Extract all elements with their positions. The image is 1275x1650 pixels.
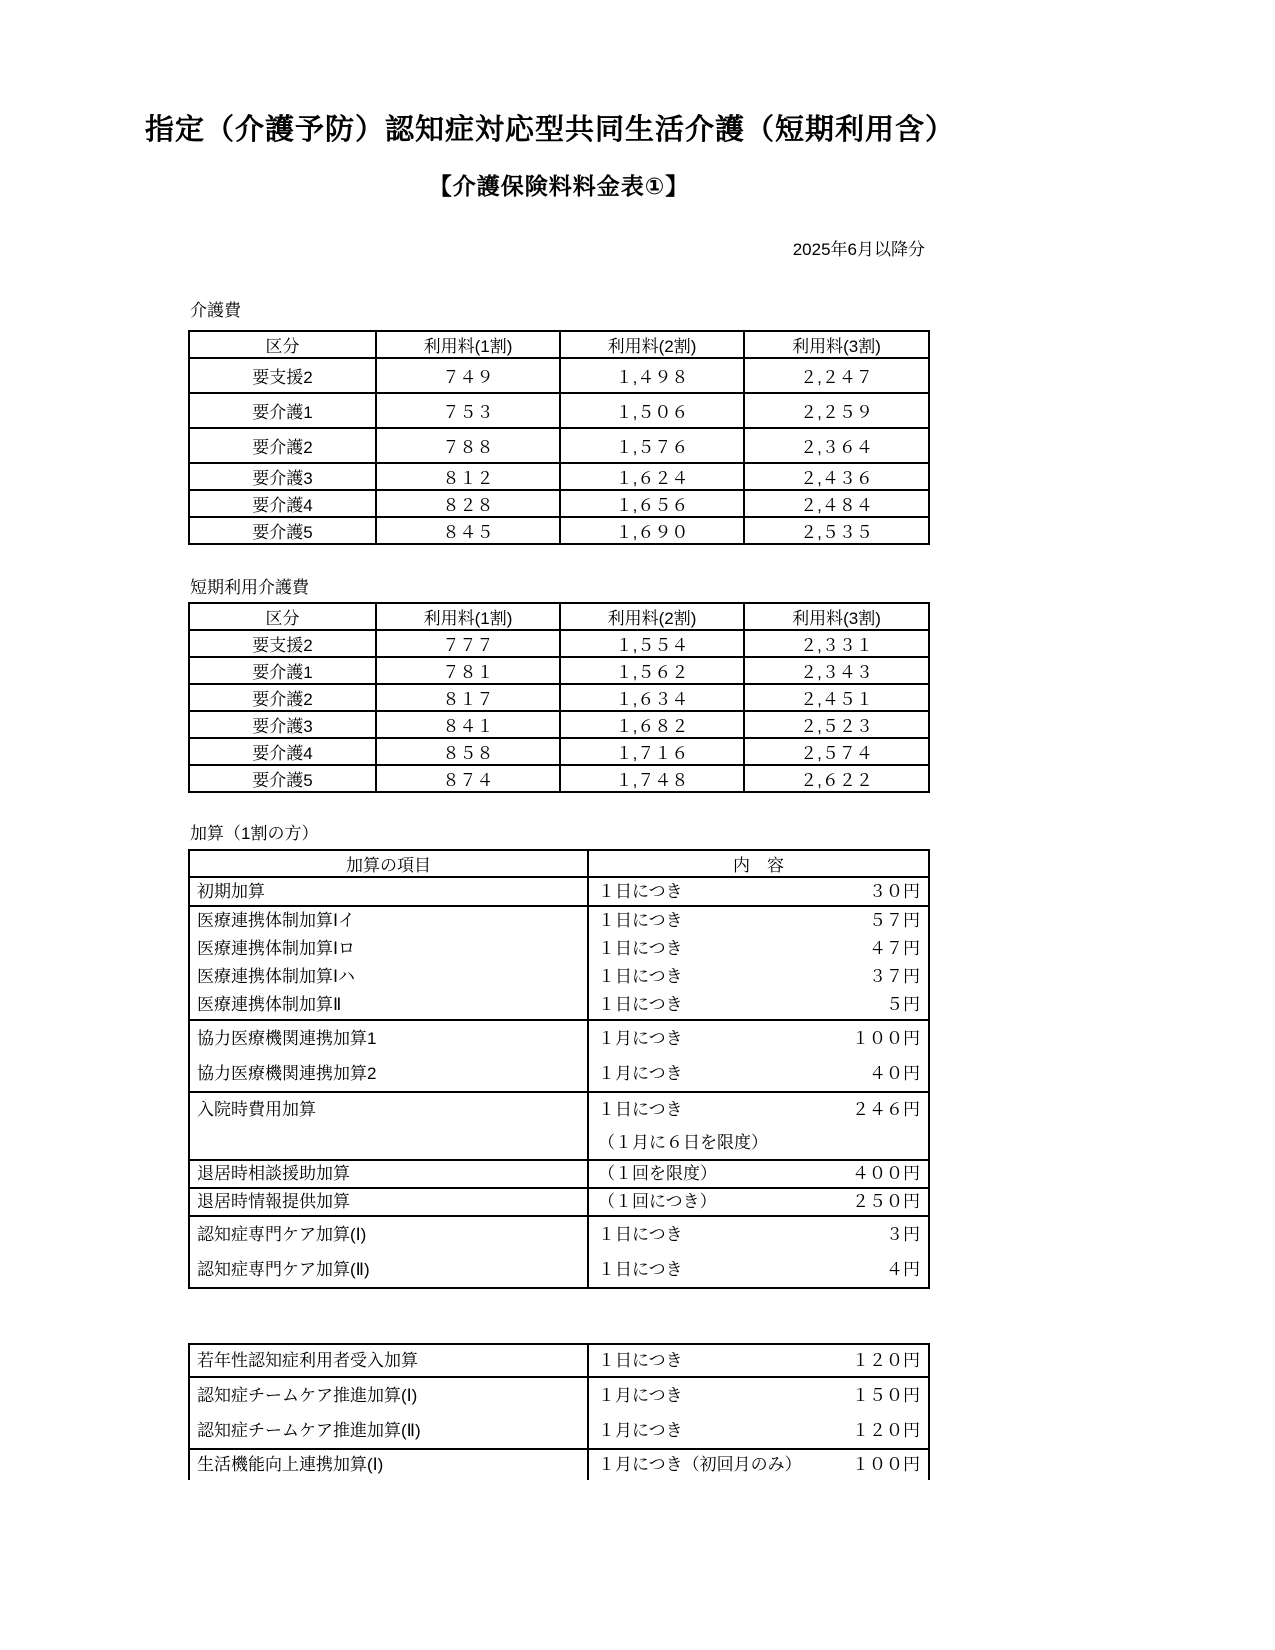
fee-cell: １,５５４ <box>560 630 744 657</box>
fee-cell: ２,４５１ <box>744 684 929 711</box>
fee-cell: ７５３ <box>376 393 560 428</box>
fee-cell: １,６３４ <box>560 684 744 711</box>
header-cell: 利用料(1割) <box>376 331 560 358</box>
item-name: 入院時費用加算 <box>197 1100 316 1119</box>
item-desc: １月につき <box>598 1386 683 1405</box>
fee-cell: １,５７６ <box>560 428 744 463</box>
fee-cell: ８１２ <box>376 463 560 490</box>
item-name: 初期加算 <box>197 882 265 901</box>
header-cell: 利用料(2割) <box>560 331 744 358</box>
table-header-row <box>189 603 929 630</box>
item-amount: ３円 <box>886 1225 920 1244</box>
table-row <box>189 657 929 684</box>
fee-cell: １,５６２ <box>560 657 744 684</box>
addition-table <box>188 849 930 1289</box>
item-name: 退居時相談援助加算 <box>197 1164 350 1183</box>
addition-section-label: 加算（1割の方） <box>190 824 319 843</box>
category-cell: 要介護4 <box>189 490 376 517</box>
fee-cell: １,６５６ <box>560 490 744 517</box>
item-desc: １日につき <box>598 1100 683 1119</box>
header-cell: 加算の項目 <box>189 850 588 877</box>
short-term-fee-table <box>188 602 930 793</box>
item-desc: １日につき <box>598 1260 683 1279</box>
item-amount: ４０円 <box>869 1064 920 1083</box>
item-name: 若年性認知症利用者受入加算 <box>197 1351 418 1370</box>
short-term-section-label: 短期利用介護費 <box>190 578 309 597</box>
table-row <box>189 684 929 711</box>
item-name: 認知症専門ケア加算(Ⅰ) <box>197 1225 367 1244</box>
category-cell: 要介護5 <box>189 517 376 544</box>
item-desc: １日につき <box>598 911 683 930</box>
item-name: 認知症チームケア推進加算(Ⅰ) <box>197 1386 418 1405</box>
item-amount: ２４６円 <box>852 1100 920 1119</box>
header-cell: 利用料(3割) <box>744 331 929 358</box>
item-desc: １日につき <box>598 1225 683 1244</box>
item-amount: ４００円 <box>852 1164 920 1183</box>
item-amount: ３０円 <box>869 882 920 901</box>
item-amount: １５０円 <box>852 1386 920 1405</box>
item-name: 認知症チームケア推進加算(Ⅱ) <box>197 1421 421 1440</box>
fee-cell: ２,２５９ <box>744 393 929 428</box>
category-cell: 要介護4 <box>189 738 376 765</box>
fee-cell: ２,６２２ <box>744 765 929 792</box>
table-row <box>189 906 929 1020</box>
care-fee-section-label: 介護費 <box>190 301 241 320</box>
item-desc: （１回につき） <box>598 1192 717 1211</box>
item-desc: １月につき（初回月のみ） <box>598 1455 802 1474</box>
category-cell: 要介護2 <box>189 428 376 463</box>
fee-cell: ２,３６４ <box>744 428 929 463</box>
item-desc: １日につき <box>598 939 683 958</box>
item-amount: ４７円 <box>869 939 920 958</box>
item-name: 退居時情報提供加算 <box>197 1192 350 1211</box>
header-cell: 利用料(2割) <box>560 603 744 630</box>
fee-cell: ８４５ <box>376 517 560 544</box>
item-name: 医療連携体制加算Ⅱ <box>197 995 342 1014</box>
fee-cell: １,５０６ <box>560 393 744 428</box>
category-cell: 要介護1 <box>189 393 376 428</box>
fee-cell: ７４９ <box>376 358 560 393</box>
table-row <box>189 1092 929 1160</box>
item-desc: １日につき <box>598 882 683 901</box>
table-row <box>189 711 929 738</box>
date-note: 2025年6月以降分 <box>792 240 925 259</box>
page-title: 指定（介護予防）認知症対応型共同生活介護（短期利用含） <box>144 114 955 146</box>
addition-table-continued <box>188 1343 930 1480</box>
fee-cell: ７７７ <box>376 630 560 657</box>
fee-cell: ２,４８４ <box>744 490 929 517</box>
care-fee-table <box>188 330 930 545</box>
fee-cell: １,６８２ <box>560 711 744 738</box>
item-name: 医療連携体制加算Ⅰロ <box>197 939 356 958</box>
fee-cell: １,４９８ <box>560 358 744 393</box>
category-cell: 要支援2 <box>189 630 376 657</box>
table-row <box>189 877 929 906</box>
item-amount: １２０円 <box>852 1351 920 1370</box>
fee-cell: １,６２４ <box>560 463 744 490</box>
fee-cell: ７８８ <box>376 428 560 463</box>
table-row <box>189 738 929 765</box>
item-desc: １日につき <box>598 995 683 1014</box>
item-desc: １日につき <box>598 1351 683 1370</box>
category-cell: 要介護3 <box>189 463 376 490</box>
fee-cell: ２,５３５ <box>744 517 929 544</box>
table-header-row <box>189 850 929 877</box>
table-row <box>189 1449 929 1480</box>
item-amount: ４円 <box>886 1260 920 1279</box>
item-amount: １００円 <box>852 1029 920 1048</box>
item-name: 協力医療機関連携加算2 <box>197 1064 377 1083</box>
page-subtitle: 【介護保険料料金表①】 <box>428 173 690 199</box>
table-row <box>189 463 929 490</box>
item-amount <box>920 1126 928 1159</box>
fee-cell: ２,５７４ <box>744 738 929 765</box>
fee-cell: ２,４３６ <box>744 463 929 490</box>
table-row <box>189 1377 929 1449</box>
fee-cell: ２,２４７ <box>744 358 929 393</box>
table-row <box>189 517 929 544</box>
fee-cell: １,７４８ <box>560 765 744 792</box>
item-amount: ２５０円 <box>852 1192 920 1211</box>
table-row <box>189 1344 929 1377</box>
table-row <box>189 1020 929 1092</box>
item-amount: ３７円 <box>869 967 920 986</box>
fee-cell: １,７１６ <box>560 738 744 765</box>
header-cell: 区分 <box>189 603 376 630</box>
item-desc: １月につき <box>598 1421 683 1440</box>
header-cell: 利用料(3割) <box>744 603 929 630</box>
table-row <box>189 765 929 792</box>
category-cell: 要介護1 <box>189 657 376 684</box>
table-header-row <box>189 331 929 358</box>
table-row <box>189 1188 929 1216</box>
fee-cell: ８２８ <box>376 490 560 517</box>
category-cell: 要介護5 <box>189 765 376 792</box>
fee-cell: ８５８ <box>376 738 560 765</box>
category-cell: 要介護3 <box>189 711 376 738</box>
header-cell: 区分 <box>189 331 376 358</box>
header-cell: 内 容 <box>588 850 929 877</box>
item-amount: １２０円 <box>852 1421 920 1440</box>
item-name: 医療連携体制加算Ⅰイ <box>197 911 356 930</box>
table-row <box>189 1160 929 1188</box>
item-name: 医療連携体制加算Ⅰハ <box>197 967 356 986</box>
fee-cell: ７８１ <box>376 657 560 684</box>
item-amount: １００円 <box>852 1455 920 1474</box>
item-name: 認知症専門ケア加算(Ⅱ) <box>197 1260 370 1279</box>
table-row <box>189 358 929 393</box>
fee-cell: ８４１ <box>376 711 560 738</box>
header-cell: 利用料(1割) <box>376 603 560 630</box>
item-amount: ５円 <box>886 995 920 1014</box>
category-cell: 要支援2 <box>189 358 376 393</box>
item-desc: １月につき <box>598 1064 683 1083</box>
fee-cell: １,６９０ <box>560 517 744 544</box>
fee-cell: ８７４ <box>376 765 560 792</box>
table-row <box>189 393 929 428</box>
table-row <box>189 630 929 657</box>
fee-cell: ２,５２３ <box>744 711 929 738</box>
item-desc: １日につき <box>598 967 683 986</box>
item-name: 生活機能向上連携加算(Ⅰ) <box>197 1455 384 1474</box>
item-name: 協力医療機関連携加算1 <box>197 1029 377 1048</box>
item-desc: １月につき <box>598 1029 683 1048</box>
fee-cell: ８１７ <box>376 684 560 711</box>
item-desc: （１回を限度） <box>598 1164 717 1183</box>
table-row <box>189 428 929 463</box>
category-cell: 要介護2 <box>189 684 376 711</box>
fee-cell: ２,３３１ <box>744 630 929 657</box>
table-row <box>189 1216 929 1288</box>
fee-cell: ２,３４３ <box>744 657 929 684</box>
item-desc: （１月に６日を限度） <box>598 1133 768 1152</box>
item-amount: ５７円 <box>869 911 920 930</box>
table-row <box>189 490 929 517</box>
